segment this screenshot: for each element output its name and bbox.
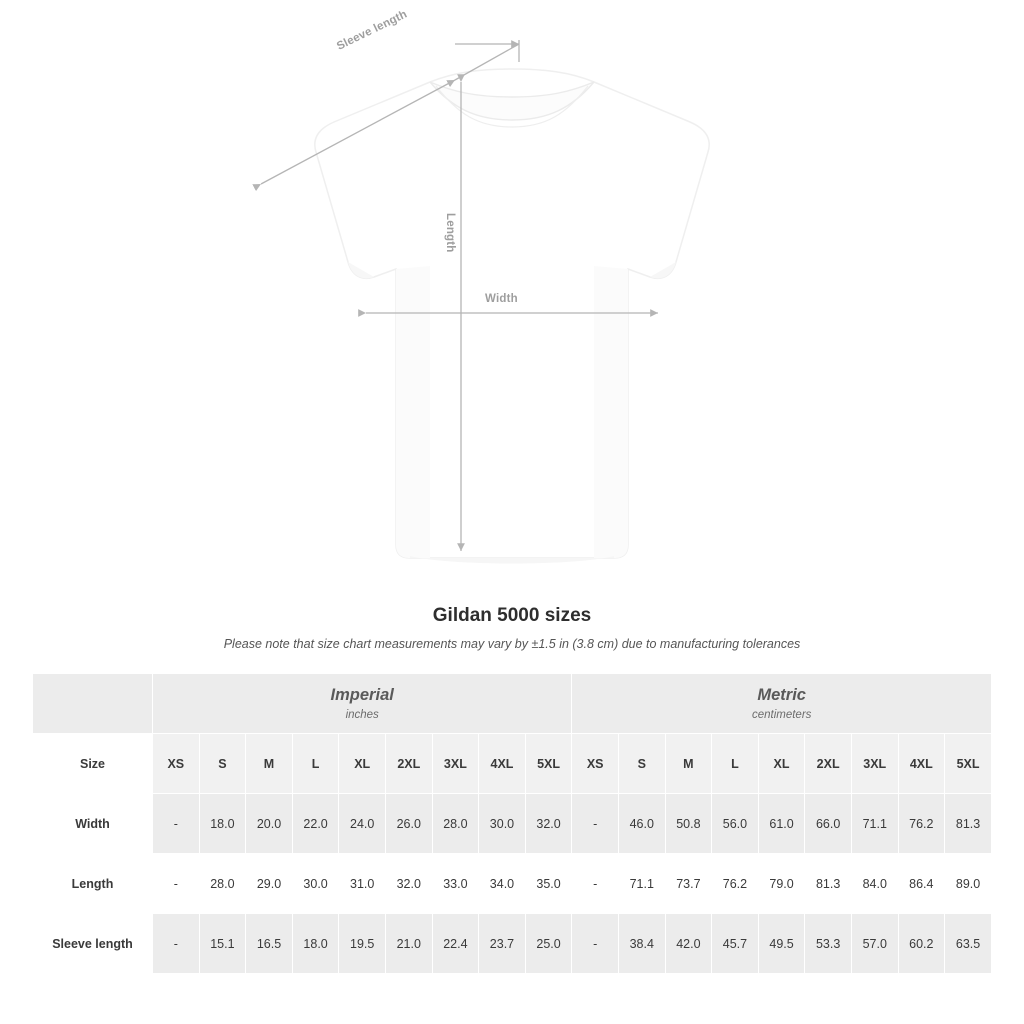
cell-sleeve-metric-4xl: 60.2 bbox=[898, 914, 945, 974]
cell-width-metric-xl: 61.0 bbox=[758, 794, 805, 854]
row-label-length: Length bbox=[33, 854, 153, 914]
header-metric-4xl: 4XL bbox=[898, 734, 945, 794]
header-size-label: Size bbox=[33, 734, 153, 794]
system-metric-name: Metric bbox=[757, 686, 806, 705]
cell-length-metric-4xl: 86.4 bbox=[898, 854, 945, 914]
cell-sleeve-metric-l: 45.7 bbox=[712, 914, 759, 974]
row-label-sleeve-length: Sleeve length bbox=[33, 914, 153, 974]
table-header-row bbox=[33, 734, 992, 794]
header-metric-m: M bbox=[665, 734, 712, 794]
header-imperial-s: S bbox=[199, 734, 246, 794]
cell-width-imperial-xs: - bbox=[153, 794, 200, 854]
cell-width-metric-4xl: 76.2 bbox=[898, 794, 945, 854]
header-imperial-l: L bbox=[292, 734, 339, 794]
header-imperial-5xl: 5XL bbox=[525, 734, 572, 794]
length-dimension-label: Length bbox=[444, 213, 456, 253]
cell-length-metric-xs: - bbox=[572, 854, 619, 914]
table-system-row bbox=[33, 674, 992, 734]
cell-length-imperial-3xl: 33.0 bbox=[432, 854, 479, 914]
cell-length-imperial-m: 29.0 bbox=[246, 854, 293, 914]
cell-sleeve-imperial-4xl: 23.7 bbox=[479, 914, 526, 974]
cell-width-imperial-2xl: 26.0 bbox=[385, 794, 432, 854]
header-metric-2xl: 2XL bbox=[805, 734, 852, 794]
cell-sleeve-imperial-xs: - bbox=[153, 914, 200, 974]
cell-length-metric-m: 73.7 bbox=[665, 854, 712, 914]
cell-width-imperial-l: 22.0 bbox=[292, 794, 339, 854]
cell-width-metric-3xl: 71.1 bbox=[851, 794, 898, 854]
cell-width-metric-l: 56.0 bbox=[712, 794, 759, 854]
cell-sleeve-metric-m: 42.0 bbox=[665, 914, 712, 974]
size-chart-table bbox=[32, 673, 992, 974]
title-block bbox=[0, 605, 1024, 651]
cell-length-metric-s: 71.1 bbox=[618, 854, 665, 914]
cell-width-metric-5xl: 81.3 bbox=[945, 794, 992, 854]
header-metric-3xl: 3XL bbox=[851, 734, 898, 794]
cell-width-imperial-3xl: 28.0 bbox=[432, 794, 479, 854]
header-metric-xs: XS bbox=[572, 734, 619, 794]
header-imperial-2xl: 2XL bbox=[385, 734, 432, 794]
system-metric-cell bbox=[572, 674, 992, 734]
cell-length-imperial-2xl: 32.0 bbox=[385, 854, 432, 914]
cell-length-imperial-4xl: 34.0 bbox=[479, 854, 526, 914]
table-row bbox=[33, 854, 992, 914]
cell-width-metric-m: 50.8 bbox=[665, 794, 712, 854]
system-imperial-unit: inches bbox=[345, 708, 379, 721]
cell-sleeve-metric-2xl: 53.3 bbox=[805, 914, 852, 974]
table-row bbox=[33, 794, 992, 854]
cell-sleeve-imperial-s: 15.1 bbox=[199, 914, 246, 974]
cell-sleeve-metric-xs: - bbox=[572, 914, 619, 974]
table-row bbox=[33, 914, 992, 974]
cell-width-metric-xs: - bbox=[572, 794, 619, 854]
cell-length-metric-xl: 79.0 bbox=[758, 854, 805, 914]
cell-width-metric-2xl: 66.0 bbox=[805, 794, 852, 854]
header-imperial-xl: XL bbox=[339, 734, 386, 794]
cell-length-metric-3xl: 84.0 bbox=[851, 854, 898, 914]
system-imperial-cell bbox=[153, 674, 572, 734]
cell-sleeve-imperial-m: 16.5 bbox=[246, 914, 293, 974]
cell-sleeve-metric-5xl: 63.5 bbox=[945, 914, 992, 974]
header-metric-5xl: 5XL bbox=[945, 734, 992, 794]
page-title: Gildan 5000 sizes bbox=[432, 605, 592, 626]
sleeve-length-dimension-label: Sleeve length bbox=[335, 8, 410, 53]
cell-width-imperial-s: 18.0 bbox=[199, 794, 246, 854]
header-imperial-m: M bbox=[246, 734, 293, 794]
cell-sleeve-imperial-l: 18.0 bbox=[292, 914, 339, 974]
cell-sleeve-imperial-xl: 19.5 bbox=[339, 914, 386, 974]
header-metric-xl: XL bbox=[758, 734, 805, 794]
cell-sleeve-metric-s: 38.4 bbox=[618, 914, 665, 974]
cell-length-imperial-s: 28.0 bbox=[199, 854, 246, 914]
header-metric-s: S bbox=[618, 734, 665, 794]
cell-width-imperial-5xl: 32.0 bbox=[525, 794, 572, 854]
cell-length-metric-l: 76.2 bbox=[712, 854, 759, 914]
row-label-width: Width bbox=[33, 794, 153, 854]
cell-width-imperial-m: 20.0 bbox=[246, 794, 293, 854]
cell-width-imperial-4xl: 30.0 bbox=[479, 794, 526, 854]
cell-sleeve-metric-3xl: 57.0 bbox=[851, 914, 898, 974]
cell-width-imperial-xl: 24.0 bbox=[339, 794, 386, 854]
cell-sleeve-imperial-3xl: 22.4 bbox=[432, 914, 479, 974]
tolerance-note: Please note that size chart measurements may vary by ±1.5 in (3.8 cm) due to manufacturing tolerances bbox=[223, 637, 801, 651]
cell-length-imperial-xs: - bbox=[153, 854, 200, 914]
cell-length-imperial-l: 30.0 bbox=[292, 854, 339, 914]
width-dimension-label: Width bbox=[481, 293, 522, 305]
header-imperial-3xl: 3XL bbox=[432, 734, 479, 794]
cell-sleeve-metric-xl: 49.5 bbox=[758, 914, 805, 974]
cell-sleeve-imperial-5xl: 25.0 bbox=[525, 914, 572, 974]
cell-length-metric-5xl: 89.0 bbox=[945, 854, 992, 914]
system-corner-cell bbox=[33, 674, 153, 734]
cell-length-imperial-5xl: 35.0 bbox=[525, 854, 572, 914]
header-imperial-4xl: 4XL bbox=[479, 734, 526, 794]
cell-length-imperial-xl: 31.0 bbox=[339, 854, 386, 914]
header-metric-l: L bbox=[712, 734, 759, 794]
header-imperial-xs: XS bbox=[153, 734, 200, 794]
cell-width-metric-s: 46.0 bbox=[618, 794, 665, 854]
size-chart-table-wrap bbox=[32, 673, 992, 974]
cell-length-metric-2xl: 81.3 bbox=[805, 854, 852, 914]
cell-sleeve-imperial-2xl: 21.0 bbox=[385, 914, 432, 974]
system-metric-unit: centimeters bbox=[751, 708, 812, 721]
system-imperial-name: Imperial bbox=[330, 686, 394, 705]
